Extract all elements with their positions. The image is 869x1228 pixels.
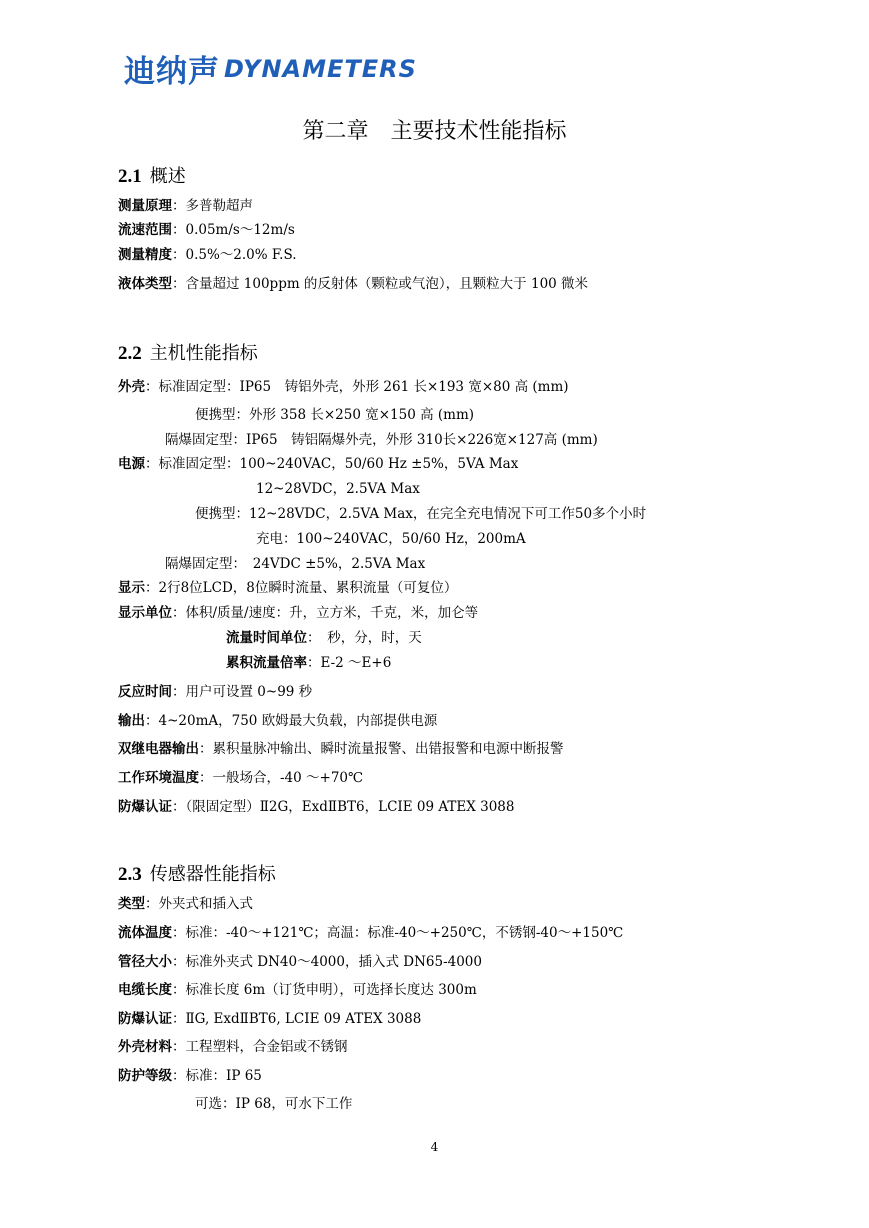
spec-value: ：累积量脉冲输出、瞬时流量报警、出错报警和电源中断报警 (199, 741, 564, 757)
power-charging: 充电：100~240VAC，50/60 Hz，200mA (256, 531, 526, 547)
spec-key: 测量原理 (118, 198, 172, 214)
company-logo (124, 46, 417, 90)
response-time-row (118, 682, 312, 702)
spec-key: 流量时间单位 (226, 630, 307, 646)
relay-row (118, 739, 564, 759)
section-heading-2-1 (118, 162, 186, 188)
housing-portable: 便携型：外形 358 长×250 宽×150 高 (mm) (195, 407, 475, 423)
spec-key: 反应时间 (118, 684, 172, 700)
spec-value: ：4~20mA，750 欧姆最大负载，内部提供电源 (145, 713, 438, 729)
spec-row (118, 952, 482, 972)
housing-row (118, 377, 569, 397)
page-number: 4 (430, 1140, 439, 1154)
spec-key: 电缆长度 (118, 982, 172, 998)
spec-value: ：体积/质量/速度：升，立方米，千克，米，加仑等 (172, 605, 479, 621)
spec-row (118, 1009, 421, 1029)
spec-key: 累积流量倍率 (226, 655, 307, 671)
spec-value: ：标准外夹式 DN40～4000，插入式 DN65-4000 (172, 954, 482, 970)
spec-key: 输出 (118, 713, 145, 729)
spec-value: ：用户可设置 0~99 秒 (172, 684, 313, 700)
power-dc: 12~28VDC，2.5VA Max (256, 481, 420, 497)
spec-key: 防护等级 (118, 1068, 172, 1084)
section-number: 2.3 (118, 864, 142, 885)
output-row (118, 711, 437, 731)
spec-value: ：外夹式和插入式 (145, 896, 253, 912)
spec-value: ：ⅡG, ExdⅡBT6, LCIE 09 ATEX 3088 (172, 1011, 422, 1027)
spec-key: 流体温度 (118, 925, 172, 941)
spec-key: 显示 (118, 580, 145, 596)
chapter-title: 第二章 主要技术性能指标 (302, 119, 567, 144)
spec-value: ：含量超过 100ppm 的反射体（颗粒或气泡），且颗粒大于 100 微米 (172, 276, 589, 292)
spec-value: ： 秒，分，时，天 (307, 630, 422, 646)
spec-value: ：标准：IP 65 (172, 1068, 262, 1084)
spec-row (118, 196, 253, 216)
spec-key: 防爆认证 (118, 1011, 172, 1027)
spec-key: 类型 (118, 896, 145, 912)
spec-key: 显示单位 (118, 605, 172, 621)
spec-value: ：多普勒超声 (172, 198, 253, 214)
spec-row (118, 1066, 262, 1086)
spec-value: ：标准：-40～+121℃；高温：标准-40～+250℃，不锈钢-40～+150℃ (172, 925, 624, 941)
spec-value: ：2行8位LCD，8位瞬时流量、累积流量（可复位） (145, 580, 458, 596)
logo-english-name: DYNAMETERS (224, 54, 417, 83)
spec-value: ：0.5%～2.0% F.S. (172, 247, 297, 263)
spec-row (118, 923, 623, 943)
spec-key: 工作环境温度 (118, 770, 199, 786)
power-row (118, 454, 518, 474)
spec-key: 外壳 (118, 379, 145, 395)
display-row (118, 578, 457, 598)
spec-value: ：0.05m/s～12m/s (172, 222, 295, 238)
spec-row (118, 245, 297, 265)
spec-value: ：标准固定型：100~240VAC，50/60 Hz ±5%，5VA Max (145, 456, 519, 472)
spec-key: 防爆认证 (118, 799, 172, 815)
ambient-temp-row (118, 768, 363, 788)
spec-value: ：标准固定型：IP65 铸铝外壳，外形 261 长×193 宽×80 高 (mm) (145, 379, 569, 395)
spec-value: ：标准长度 6m（订货申明），可选择长度达 300m (172, 982, 477, 998)
spec-row (118, 894, 253, 914)
protection-optional: 可选：IP 68，可水下工作 (195, 1096, 353, 1112)
section-title: 传感器性能指标 (149, 864, 276, 885)
spec-key: 双继电器输出 (118, 741, 199, 757)
section-title: 主机性能指标 (149, 343, 258, 364)
power-explosion-proof: 隔爆固定型： 24VDC ±5%，2.5VA Max (165, 556, 426, 572)
spec-row (118, 1037, 348, 1057)
spec-value: ：一般场合，-40 ～+70℃ (199, 770, 364, 786)
section-heading-2-3 (118, 860, 276, 886)
display-unit-row (118, 603, 478, 623)
spec-key: 液体类型 (118, 276, 172, 292)
spec-value: ：工程塑料，合金铝或不锈钢 (172, 1039, 348, 1055)
spec-key: 管径大小 (118, 954, 172, 970)
spec-value: ：E-2 ～E+6 (307, 655, 392, 671)
spec-value: ：（限固定型）Ⅱ2G，ExdⅡBT6，LCIE 09 ATEX 3088 (172, 799, 515, 815)
section-heading-2-2 (118, 339, 258, 365)
spec-key: 流速范围 (118, 222, 172, 238)
ex-cert-row (118, 797, 514, 817)
section-title: 概述 (149, 166, 186, 187)
power-portable: 便携型：12~28VDC，2.5VA Max，在完全充电情况下可工作50多个小时 (195, 506, 647, 522)
spec-row (118, 220, 295, 240)
time-unit-row (226, 628, 422, 648)
housing-explosion-proof: 隔爆固定型：IP65 铸铝隔爆外壳，外形 310长×226宽×127高 (mm) (165, 432, 598, 448)
section-number: 2.2 (118, 343, 142, 364)
spec-key: 电源 (118, 456, 145, 472)
spec-key: 外壳材料 (118, 1039, 172, 1055)
multiplier-row (226, 653, 391, 673)
spec-row (118, 980, 477, 1000)
logo-chinese-name: 迪纳声 (124, 54, 220, 90)
spec-row (118, 274, 588, 294)
spec-key: 测量精度 (118, 247, 172, 263)
section-number: 2.1 (118, 166, 142, 187)
